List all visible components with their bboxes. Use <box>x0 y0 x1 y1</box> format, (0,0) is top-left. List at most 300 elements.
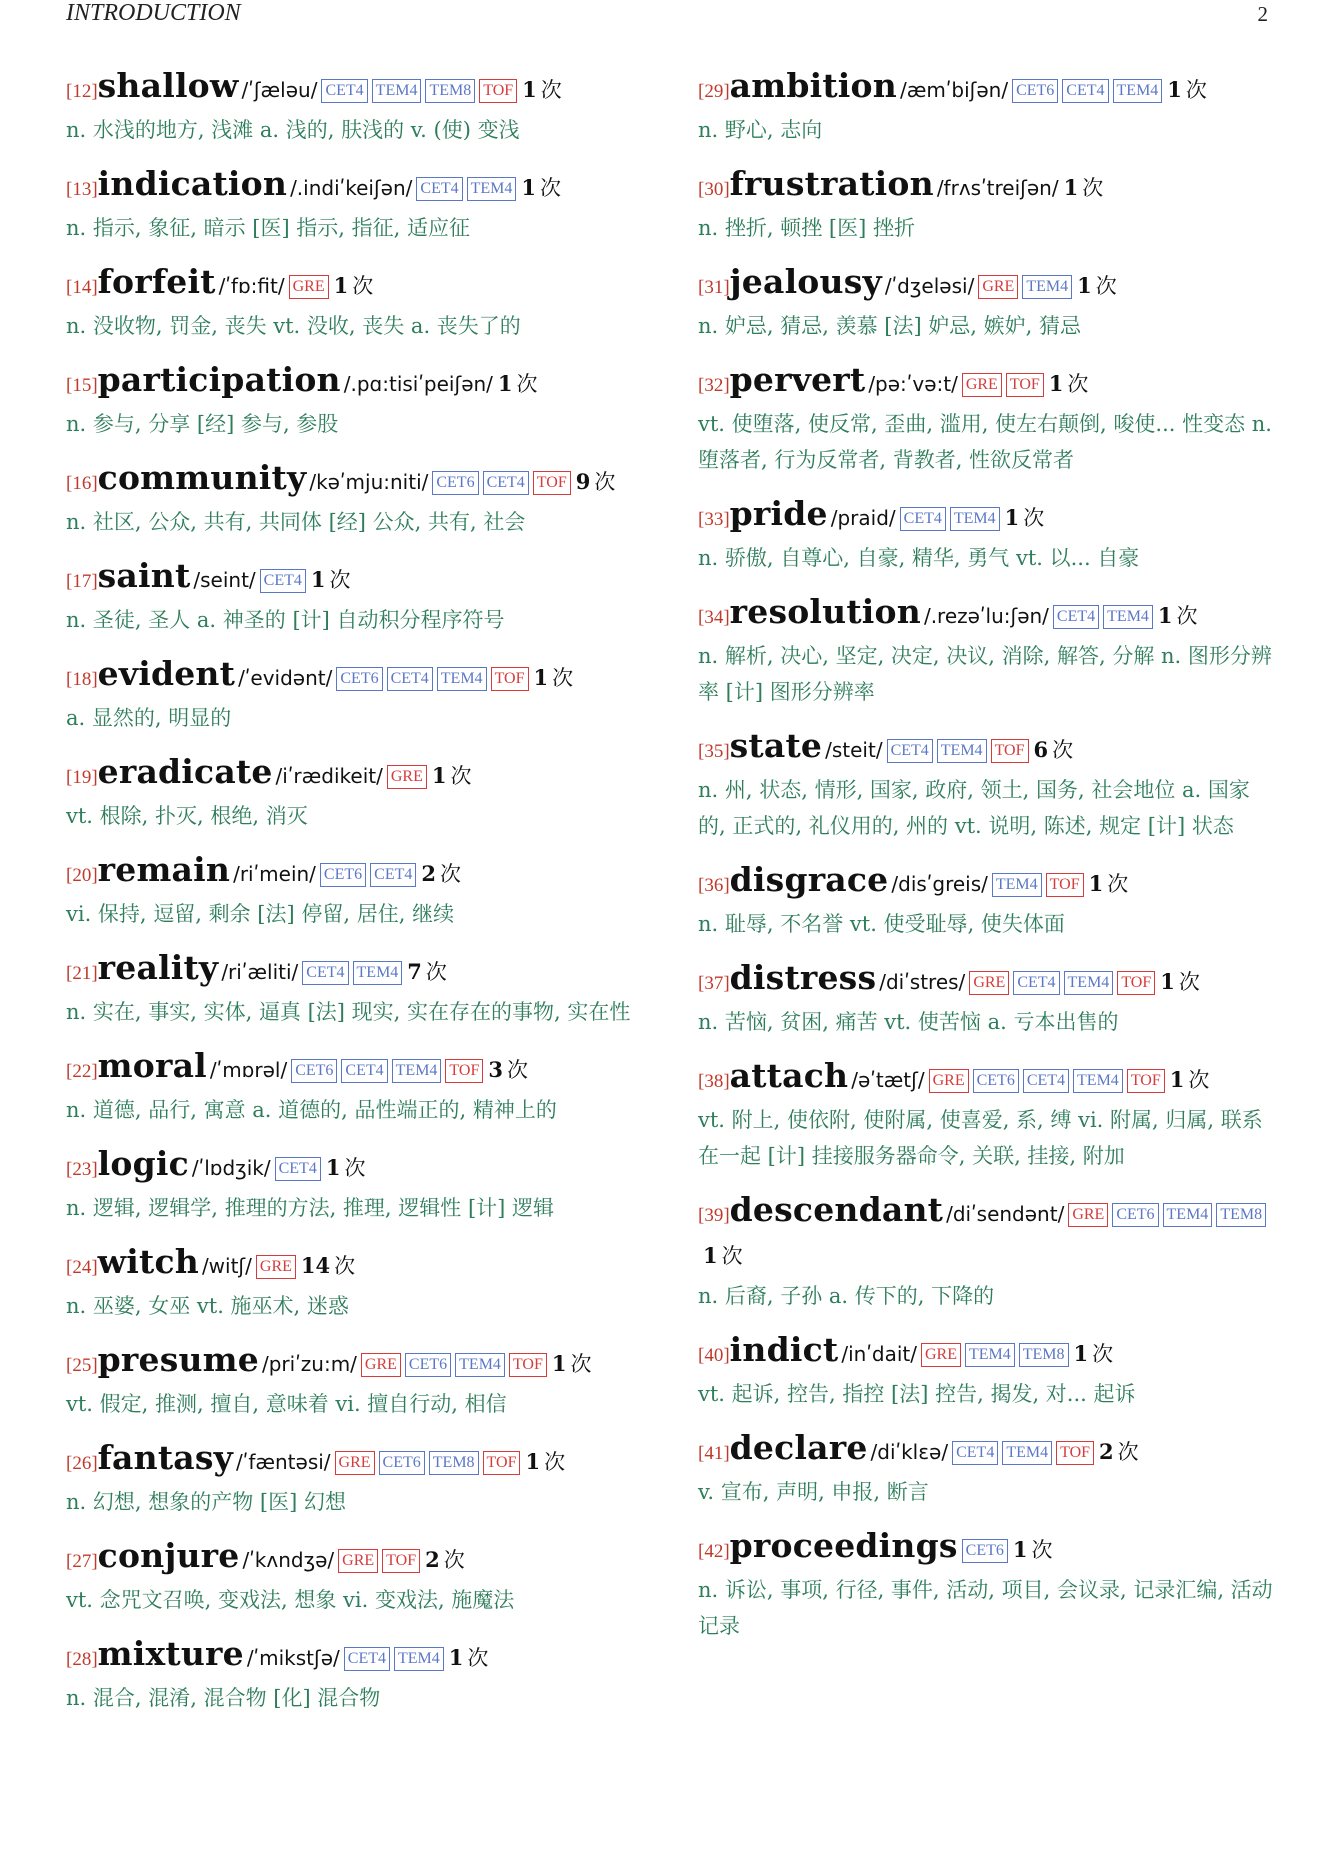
definition: n. 圣徒, 圣人 a. 神圣的 [计] 自动积分程序符号 <box>66 608 505 632</box>
definition: n. 解析, 决心, 坚定, 决定, 决议, 消除, 解答, 分解 n. 图形分辨率 [计] 图形分辨率 <box>698 644 1272 704</box>
phonetic: /.indiʹkeiʃən/ <box>290 176 413 200</box>
exam-tag: CET4 <box>1013 971 1059 995</box>
headword: frustration <box>729 164 934 203</box>
exam-tag: GRE <box>929 1069 969 1093</box>
entry-number: [39] <box>698 1205 730 1226</box>
exam-tags <box>917 1346 1069 1365</box>
occurrence-count: 1 <box>497 371 513 396</box>
phonetic: /diʹstres/ <box>879 970 966 994</box>
vocab-entry <box>66 262 641 344</box>
entry-number: [20] <box>66 865 98 886</box>
exam-tag: TOF <box>1127 1069 1165 1093</box>
exam-tags <box>428 474 570 493</box>
headword: eradicate <box>97 752 273 791</box>
page-header <box>0 0 1322 30</box>
occurrence-count: 1 <box>333 273 349 298</box>
headword: witch <box>97 1242 199 1281</box>
occurrence-unit: 次 <box>1176 604 1198 628</box>
occurrence-unit: 次 <box>552 666 574 690</box>
entry-number: [24] <box>66 1257 98 1278</box>
occurrence-count: 1 <box>551 1351 567 1376</box>
definition: vt. 附上, 使依附, 使附属, 使喜爱, 系, 缚 vi. 附属, 归属, 联系在一起 [计] 挂接服务器命令, 关联, 挂接, 附加 <box>698 1108 1263 1168</box>
occurrence-unit: 次 <box>352 274 374 298</box>
definition: a. 显然的, 明显的 <box>66 706 232 730</box>
occurrence-count: 1 <box>1012 1537 1028 1562</box>
definition: vt. 起诉, 控告, 指控 [法] 控告, 揭发, 对... 起诉 <box>698 1382 1136 1406</box>
occurrence-unit: 次 <box>1031 1538 1053 1562</box>
definition: n. 耻辱, 不名誉 vt. 使受耻辱, 使失体面 <box>698 912 1065 936</box>
occurrence-count: 1 <box>1063 175 1079 200</box>
entry-number: [33] <box>698 509 730 530</box>
left-column <box>66 66 641 1732</box>
vocab-entry <box>698 1056 1273 1174</box>
vocab-entry <box>66 1438 641 1520</box>
vocab-entry <box>698 1190 1273 1314</box>
phonetic: /pə:ʹvə:t/ <box>868 372 958 396</box>
exam-tag: CET6 <box>962 1539 1008 1563</box>
exam-tag: CET4 <box>1023 1069 1069 1093</box>
exam-tags <box>252 1258 296 1277</box>
exam-tag: TOF <box>382 1549 420 1573</box>
phonetic: /ʹkʌndʒə/ <box>242 1548 335 1572</box>
entry-headline <box>698 1526 1273 1572</box>
entry-headline <box>66 1144 641 1190</box>
vocab-entry <box>66 1634 641 1716</box>
phonetic: /steit/ <box>825 738 883 762</box>
exam-tags <box>357 1356 547 1375</box>
vocab-entry <box>698 726 1273 844</box>
exam-tag: CET4 <box>302 961 348 985</box>
exam-tag: CET4 <box>275 1157 321 1181</box>
phonetic: /priʹzu:m/ <box>262 1352 357 1376</box>
entry-headline <box>66 458 641 504</box>
occurrence-count: 2 <box>425 1547 440 1572</box>
phonetic: /diʹsendənt/ <box>946 1202 1065 1226</box>
occurrence-count: 2 <box>1099 1439 1114 1464</box>
entry-headline <box>66 948 641 994</box>
entry-number: [32] <box>698 375 730 396</box>
occurrence-count: 1 <box>431 763 447 788</box>
exam-tags <box>298 964 402 983</box>
occurrence-unit: 次 <box>425 960 447 984</box>
entry-number: [34] <box>698 607 730 628</box>
entry-number: [42] <box>698 1541 730 1562</box>
phonetic: /ʹfæntəsi/ <box>236 1450 331 1474</box>
exam-tag: CET4 <box>344 1647 390 1671</box>
exam-tag: TEM8 <box>1216 1203 1266 1227</box>
exam-tag: TOF <box>479 79 517 103</box>
headword: conjure <box>97 1536 240 1575</box>
definition: n. 妒忌, 猜忌, 羡慕 [法] 妒忌, 嫉妒, 猜忌 <box>698 314 1082 338</box>
exam-tag: TEM4 <box>467 177 517 201</box>
exam-tag: GRE <box>338 1549 378 1573</box>
exam-tag: CET6 <box>1112 1203 1158 1227</box>
exam-tag: GRE <box>335 1451 375 1475</box>
vocab-entry <box>66 1046 641 1128</box>
entry-headline <box>66 556 641 602</box>
exam-tags <box>256 572 306 591</box>
exam-tag: CET4 <box>887 739 933 763</box>
occurrence-count: 1 <box>533 665 549 690</box>
phonetic: /praid/ <box>830 506 896 530</box>
exam-tag: TEM4 <box>455 1353 505 1377</box>
occurrence-unit: 次 <box>334 1254 356 1278</box>
exam-tag: GRE <box>289 275 329 299</box>
occurrence-unit: 次 <box>1185 78 1207 102</box>
definition: vt. 根除, 扑灭, 根绝, 消灭 <box>66 804 308 828</box>
occurrence-count: 1 <box>325 1155 341 1180</box>
occurrence-unit: 次 <box>540 78 562 102</box>
headword: indication <box>97 164 288 203</box>
definition: n. 后裔, 子孙 a. 传下的, 下降的 <box>698 1284 995 1308</box>
occurrence-unit: 次 <box>594 470 616 494</box>
headword: moral <box>97 1046 207 1085</box>
entry-headline <box>698 164 1273 210</box>
exam-tag: TOF <box>483 1451 521 1475</box>
entry-headline <box>66 654 641 700</box>
headword: saint <box>97 556 191 595</box>
headword: pervert <box>729 360 866 399</box>
exam-tag: CET4 <box>341 1059 387 1083</box>
occurrence-count: 1 <box>525 1449 541 1474</box>
exam-tag: TOF <box>533 471 571 495</box>
exam-tag: TEM4 <box>1022 275 1072 299</box>
entry-headline <box>698 1190 1273 1278</box>
exam-tag: CET4 <box>387 667 433 691</box>
vocab-entry <box>66 556 641 638</box>
definition: n. 巫婆, 女巫 vt. 施巫术, 迷惑 <box>66 1294 349 1318</box>
exam-tag: TEM4 <box>965 1343 1015 1367</box>
entry-headline <box>698 494 1273 540</box>
occurrence-unit: 次 <box>443 1548 465 1572</box>
exam-tag: GRE <box>921 1343 961 1367</box>
occurrence-count: 9 <box>575 469 591 494</box>
headword: participation <box>97 360 341 399</box>
definition: n. 逻辑, 逻辑学, 推理的方法, 推理, 逻辑性 [计] 逻辑 <box>66 1196 555 1220</box>
entry-number: [36] <box>698 875 730 896</box>
exam-tag: CET4 <box>1062 79 1108 103</box>
definition: n. 指示, 象征, 暗示 [医] 指示, 指征, 适应征 <box>66 216 471 240</box>
headword: community <box>97 458 307 497</box>
headword: ambition <box>729 66 897 105</box>
entry-number: [37] <box>698 973 730 994</box>
headword: indict <box>729 1330 839 1369</box>
exam-tags <box>988 876 1084 895</box>
occurrence-count: 1 <box>310 567 326 592</box>
definition: vi. 保持, 逗留, 剩余 [法] 停留, 居住, 继续 <box>66 902 455 926</box>
headword: descendant <box>729 1190 944 1229</box>
occurrence-unit: 次 <box>467 1646 489 1670</box>
occurrence-count: 1 <box>1088 871 1104 896</box>
phonetic: /disʹgreis/ <box>891 872 988 896</box>
definition: v. 宣布, 声明, 申报, 断言 <box>698 1480 929 1504</box>
vocab-entry <box>66 752 641 834</box>
exam-tag: TOF <box>509 1353 547 1377</box>
entry-number: [31] <box>698 277 730 298</box>
entry-headline <box>66 164 641 210</box>
exam-tags <box>412 180 516 199</box>
exam-tags <box>1008 82 1162 101</box>
vocab-entry <box>698 1428 1273 1510</box>
exam-tag: TEM4 <box>392 1059 442 1083</box>
occurrence-unit: 次 <box>570 1352 592 1376</box>
entry-headline <box>66 360 641 406</box>
vocab-entry <box>66 1144 641 1226</box>
exam-tag: TEM4 <box>1002 1441 1052 1465</box>
exam-tag: CET6 <box>1012 79 1058 103</box>
phonetic: /ʹlɒdʒik/ <box>191 1156 271 1180</box>
vocab-entry <box>698 1526 1273 1644</box>
exam-tags <box>271 1160 321 1179</box>
definition: n. 道德, 品行, 寓意 a. 道德的, 品性端正的, 精神上的 <box>66 1098 557 1122</box>
occurrence-unit: 次 <box>1023 506 1045 530</box>
definition: n. 野心, 志向 <box>698 118 823 142</box>
exam-tag: TEM8 <box>1019 1343 1069 1367</box>
entry-number: [14] <box>66 277 98 298</box>
exam-tag: TOF <box>1117 971 1155 995</box>
phonetic: /kəʹmju:niti/ <box>309 470 429 494</box>
entry-headline <box>66 752 641 798</box>
phonetic: /ʹfɒ:fit/ <box>218 274 285 298</box>
exam-tag: TEM4 <box>950 507 1000 531</box>
exam-tag: CET4 <box>370 863 416 887</box>
entry-number: [41] <box>698 1443 730 1464</box>
entry-headline <box>698 66 1273 112</box>
definition: n. 幻想, 想象的产物 [医] 幻想 <box>66 1490 346 1514</box>
vocab-entry <box>66 948 641 1030</box>
headword: remain <box>97 850 231 889</box>
entry-number: [12] <box>66 81 98 102</box>
exam-tag: GRE <box>978 275 1018 299</box>
entry-headline <box>698 958 1273 1004</box>
vocab-entry <box>698 262 1273 344</box>
entry-headline <box>698 1330 1273 1376</box>
entry-headline <box>66 262 641 308</box>
vocab-entry <box>698 164 1273 246</box>
definition: n. 社区, 公众, 共有, 共同体 [经] 公众, 共有, 社会 <box>66 510 526 534</box>
entry-number: [30] <box>698 179 730 200</box>
headword: resolution <box>729 592 921 631</box>
occurrence-unit: 次 <box>1117 1440 1139 1464</box>
occurrence-count: 1 <box>521 175 537 200</box>
exam-tag: TEM4 <box>1064 971 1114 995</box>
exam-tags <box>340 1650 444 1669</box>
phonetic: /seint/ <box>193 568 256 592</box>
vocab-entry <box>66 66 641 148</box>
definition: n. 苦恼, 贫困, 痛苦 vt. 使苦恼 a. 亏本出售的 <box>698 1010 1119 1034</box>
entry-number: [27] <box>66 1551 98 1572</box>
entry-headline <box>698 860 1273 906</box>
entry-headline <box>66 1242 641 1288</box>
exam-tag: CET6 <box>405 1353 451 1377</box>
exam-tags <box>958 1542 1008 1561</box>
entry-number: [26] <box>66 1453 98 1474</box>
entry-number: [17] <box>66 571 98 592</box>
definition: n. 诉讼, 事项, 行径, 事件, 活动, 项目, 会议录, 记录汇编, 活动记录 <box>698 1578 1273 1638</box>
occurrence-unit: 次 <box>1082 176 1104 200</box>
occurrence-count: 1 <box>1157 603 1173 628</box>
entry-number: [28] <box>66 1649 98 1670</box>
exam-tag: CET4 <box>483 471 529 495</box>
vocab-entry <box>66 360 641 442</box>
page-number: 2 <box>1257 2 1268 26</box>
entry-headline <box>698 592 1273 638</box>
entry-number: [18] <box>66 669 98 690</box>
headword: proceedings <box>729 1526 958 1565</box>
phonetic: /ʹevidənt/ <box>238 666 333 690</box>
definition: vt. 使堕落, 使反常, 歪曲, 滥用, 使左右颠倒, 唆使... 性变态 n. 堕落者, 行为反常者, 背教者, 性欲反常者 <box>698 412 1272 472</box>
entry-headline <box>66 850 641 896</box>
occurrence-unit: 次 <box>344 1156 366 1180</box>
headword: reality <box>97 948 219 987</box>
exam-tag: TEM4 <box>394 1647 444 1671</box>
entry-headline <box>698 726 1273 772</box>
entry-number: [38] <box>698 1071 730 1092</box>
occurrence-unit: 次 <box>450 764 472 788</box>
exam-tag: GRE <box>969 971 1009 995</box>
headword: state <box>729 726 823 765</box>
exam-tag: TEM8 <box>429 1451 479 1475</box>
exam-tags <box>334 1552 420 1571</box>
occurrence-unit: 次 <box>439 862 461 886</box>
definition: n. 州, 状态, 情形, 国家, 政府, 领土, 国务, 社会地位 a. 国家的, 正式的, 礼仪用的, 州的 vt. 说明, 陈述, 规定 [计] 状态 <box>698 778 1250 838</box>
exam-tag: CET6 <box>379 1451 425 1475</box>
exam-tags <box>332 670 528 689</box>
occurrence-count: 14 <box>300 1253 331 1278</box>
occurrence-count: 1 <box>1073 1341 1089 1366</box>
occurrence-unit: 次 <box>1107 872 1129 896</box>
occurrence-count: 1 <box>1169 1067 1185 1092</box>
exam-tag: CET4 <box>952 1441 998 1465</box>
exam-tag: GRE <box>1068 1203 1108 1227</box>
exam-tag: TOF <box>1006 373 1044 397</box>
vocab-entry <box>698 860 1273 942</box>
vocab-entry <box>698 66 1273 148</box>
vocab-entry <box>66 458 641 540</box>
exam-tag: CET4 <box>416 177 462 201</box>
entry-headline <box>66 1046 641 1092</box>
exam-tag: GRE <box>361 1353 401 1377</box>
exam-tags <box>948 1444 1094 1463</box>
occurrence-unit: 次 <box>544 1450 566 1474</box>
exam-tag: CET6 <box>336 667 382 691</box>
phonetic: /frʌsʹtreiʃən/ <box>936 176 1059 200</box>
entry-headline <box>66 1438 641 1484</box>
headword: distress <box>729 958 877 997</box>
vocab-entry <box>66 1536 641 1618</box>
vocab-entry <box>698 592 1273 710</box>
vocab-entry <box>66 1242 641 1324</box>
exam-tag: TOF <box>491 667 529 691</box>
occurrence-count: 1 <box>1004 505 1020 530</box>
exam-tags <box>883 742 1029 761</box>
section-title: INTRODUCTION <box>66 0 241 26</box>
definition: vt. 念咒文召唤, 变戏法, 想象 vi. 变戏法, 施魔法 <box>66 1588 515 1612</box>
phonetic: /riʹmein/ <box>233 862 316 886</box>
exam-tag: TEM4 <box>353 961 403 985</box>
exam-tag: GRE <box>256 1255 296 1279</box>
exam-tags <box>285 278 329 297</box>
exam-tag: CET6 <box>432 471 478 495</box>
exam-tag: TOF <box>445 1059 483 1083</box>
vocab-entry <box>698 360 1273 478</box>
exam-tags <box>383 768 427 787</box>
headword: forfeit <box>97 262 216 301</box>
headword: shallow <box>97 66 239 105</box>
exam-tag: TOF <box>1056 1441 1094 1465</box>
vocab-entry <box>698 958 1273 1040</box>
phonetic: /diʹklɛə/ <box>870 1440 949 1464</box>
occurrence-count: 1 <box>1167 77 1182 102</box>
phonetic: /.pɑ:tisiʹpeiʃən/ <box>343 372 493 396</box>
occurrence-unit: 次 <box>1188 1068 1210 1092</box>
entry-number: [40] <box>698 1345 730 1366</box>
exam-tag: CET6 <box>320 863 366 887</box>
occurrence-unit: 次 <box>540 176 562 200</box>
occurrence-count: 1 <box>448 1645 464 1670</box>
occurrence-unit: 次 <box>329 568 351 592</box>
occurrence-unit: 次 <box>1178 970 1200 994</box>
headword: pride <box>729 494 828 533</box>
occurrence-count: 3 <box>488 1057 503 1082</box>
phonetic: /ʹdʒeləsi/ <box>884 274 975 298</box>
exam-tags <box>958 376 1044 395</box>
exam-tag: TEM4 <box>1113 79 1163 103</box>
occurrence-unit: 次 <box>1052 738 1074 762</box>
occurrence-count: 2 <box>421 861 436 886</box>
phonetic: /ʹʃæləu/ <box>241 78 318 102</box>
entry-headline <box>698 1056 1273 1102</box>
exam-tag: CET6 <box>291 1059 337 1083</box>
headword: presume <box>97 1340 259 1379</box>
exam-tag: TEM4 <box>1103 605 1153 629</box>
vocab-entry <box>66 164 641 246</box>
headword: evident <box>97 654 236 693</box>
phonetic: /əʹtætʃ/ <box>851 1068 925 1092</box>
occurrence-unit: 次 <box>516 372 538 396</box>
entry-headline <box>698 1428 1273 1474</box>
occurrence-count: 6 <box>1033 737 1049 762</box>
occurrence-unit: 次 <box>506 1058 528 1082</box>
occurrence-unit: 次 <box>1092 1342 1114 1366</box>
headword: jealousy <box>729 262 882 301</box>
phonetic: /iʹrædikeit/ <box>275 764 383 788</box>
entry-number: [13] <box>66 179 98 200</box>
entry-number: [15] <box>66 375 98 396</box>
vocab-entry <box>66 850 641 932</box>
exam-tags <box>316 866 416 885</box>
exam-tag: TEM4 <box>937 739 987 763</box>
vocab-entry <box>698 494 1273 576</box>
exam-tags <box>1064 1206 1266 1225</box>
definition: n. 混合, 混淆, 混合物 [化] 混合物 <box>66 1686 381 1710</box>
entry-headline <box>66 1340 641 1386</box>
entry-headline <box>698 360 1273 406</box>
definition: n. 水浅的地方, 浅滩 a. 浅的, 肤浅的 v. (使) 变浅 <box>66 118 520 142</box>
entry-headline <box>66 1634 641 1680</box>
exam-tags <box>1049 608 1153 627</box>
exam-tag: TEM4 <box>992 873 1042 897</box>
exam-tag: TEM4 <box>1073 1069 1123 1093</box>
entry-number: [16] <box>66 473 98 494</box>
exam-tag: CET4 <box>321 79 367 103</box>
occurrence-unit: 次 <box>721 1244 743 1268</box>
exam-tags <box>287 1062 483 1081</box>
headword: declare <box>729 1428 868 1467</box>
occurrence-count: 1 <box>1077 273 1092 298</box>
occurrence-count: 7 <box>407 959 422 984</box>
entry-number: [29] <box>698 81 730 102</box>
